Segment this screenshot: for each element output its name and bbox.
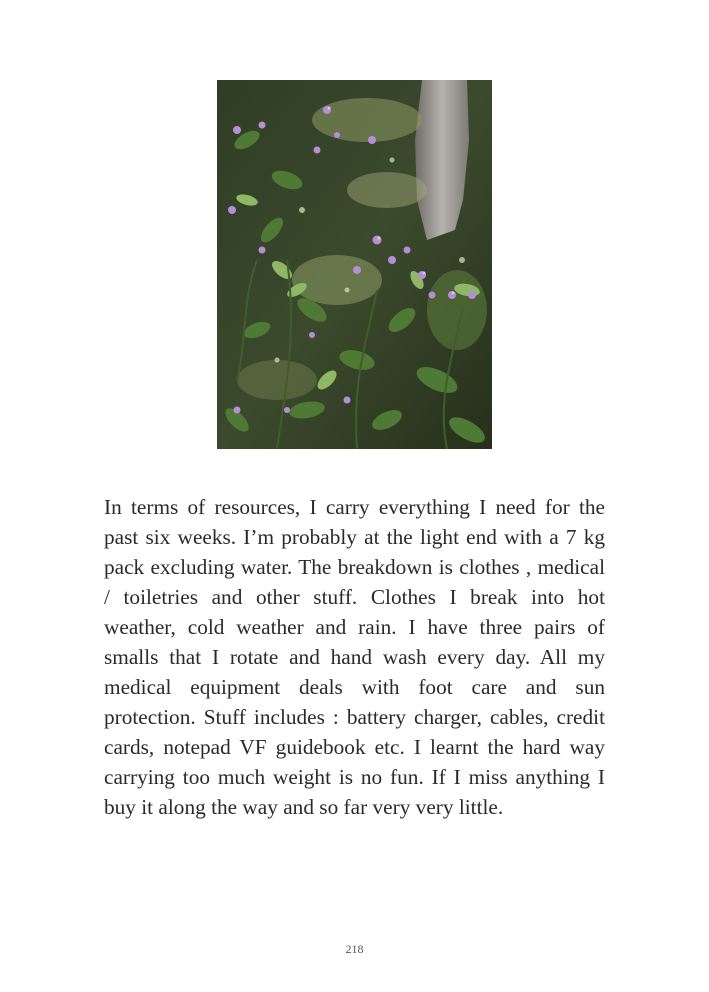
photo-illustration	[217, 80, 492, 449]
body-paragraph: In terms of resources, I carry everything I need for the past six weeks. I’m probably at the light end with a 7 kg pack excluding water. The breakdown is clothes , medical / toiletries and other stuff. Clothes I break into hot weather, cold weather and rain. I have three pairs of smalls that I rotate and hand wash every day. All my medical equipment deals with foot care and sun protection. Stuff includes : battery charger, cables, credit cards, notepad VF guidebook etc. I learnt the hard way carrying too much weight is no fun. If I miss anything I buy it along the way and so far very very little.	[104, 495, 605, 819]
forest-wildflowers-photo	[217, 80, 492, 449]
page-number: 218	[345, 942, 364, 956]
